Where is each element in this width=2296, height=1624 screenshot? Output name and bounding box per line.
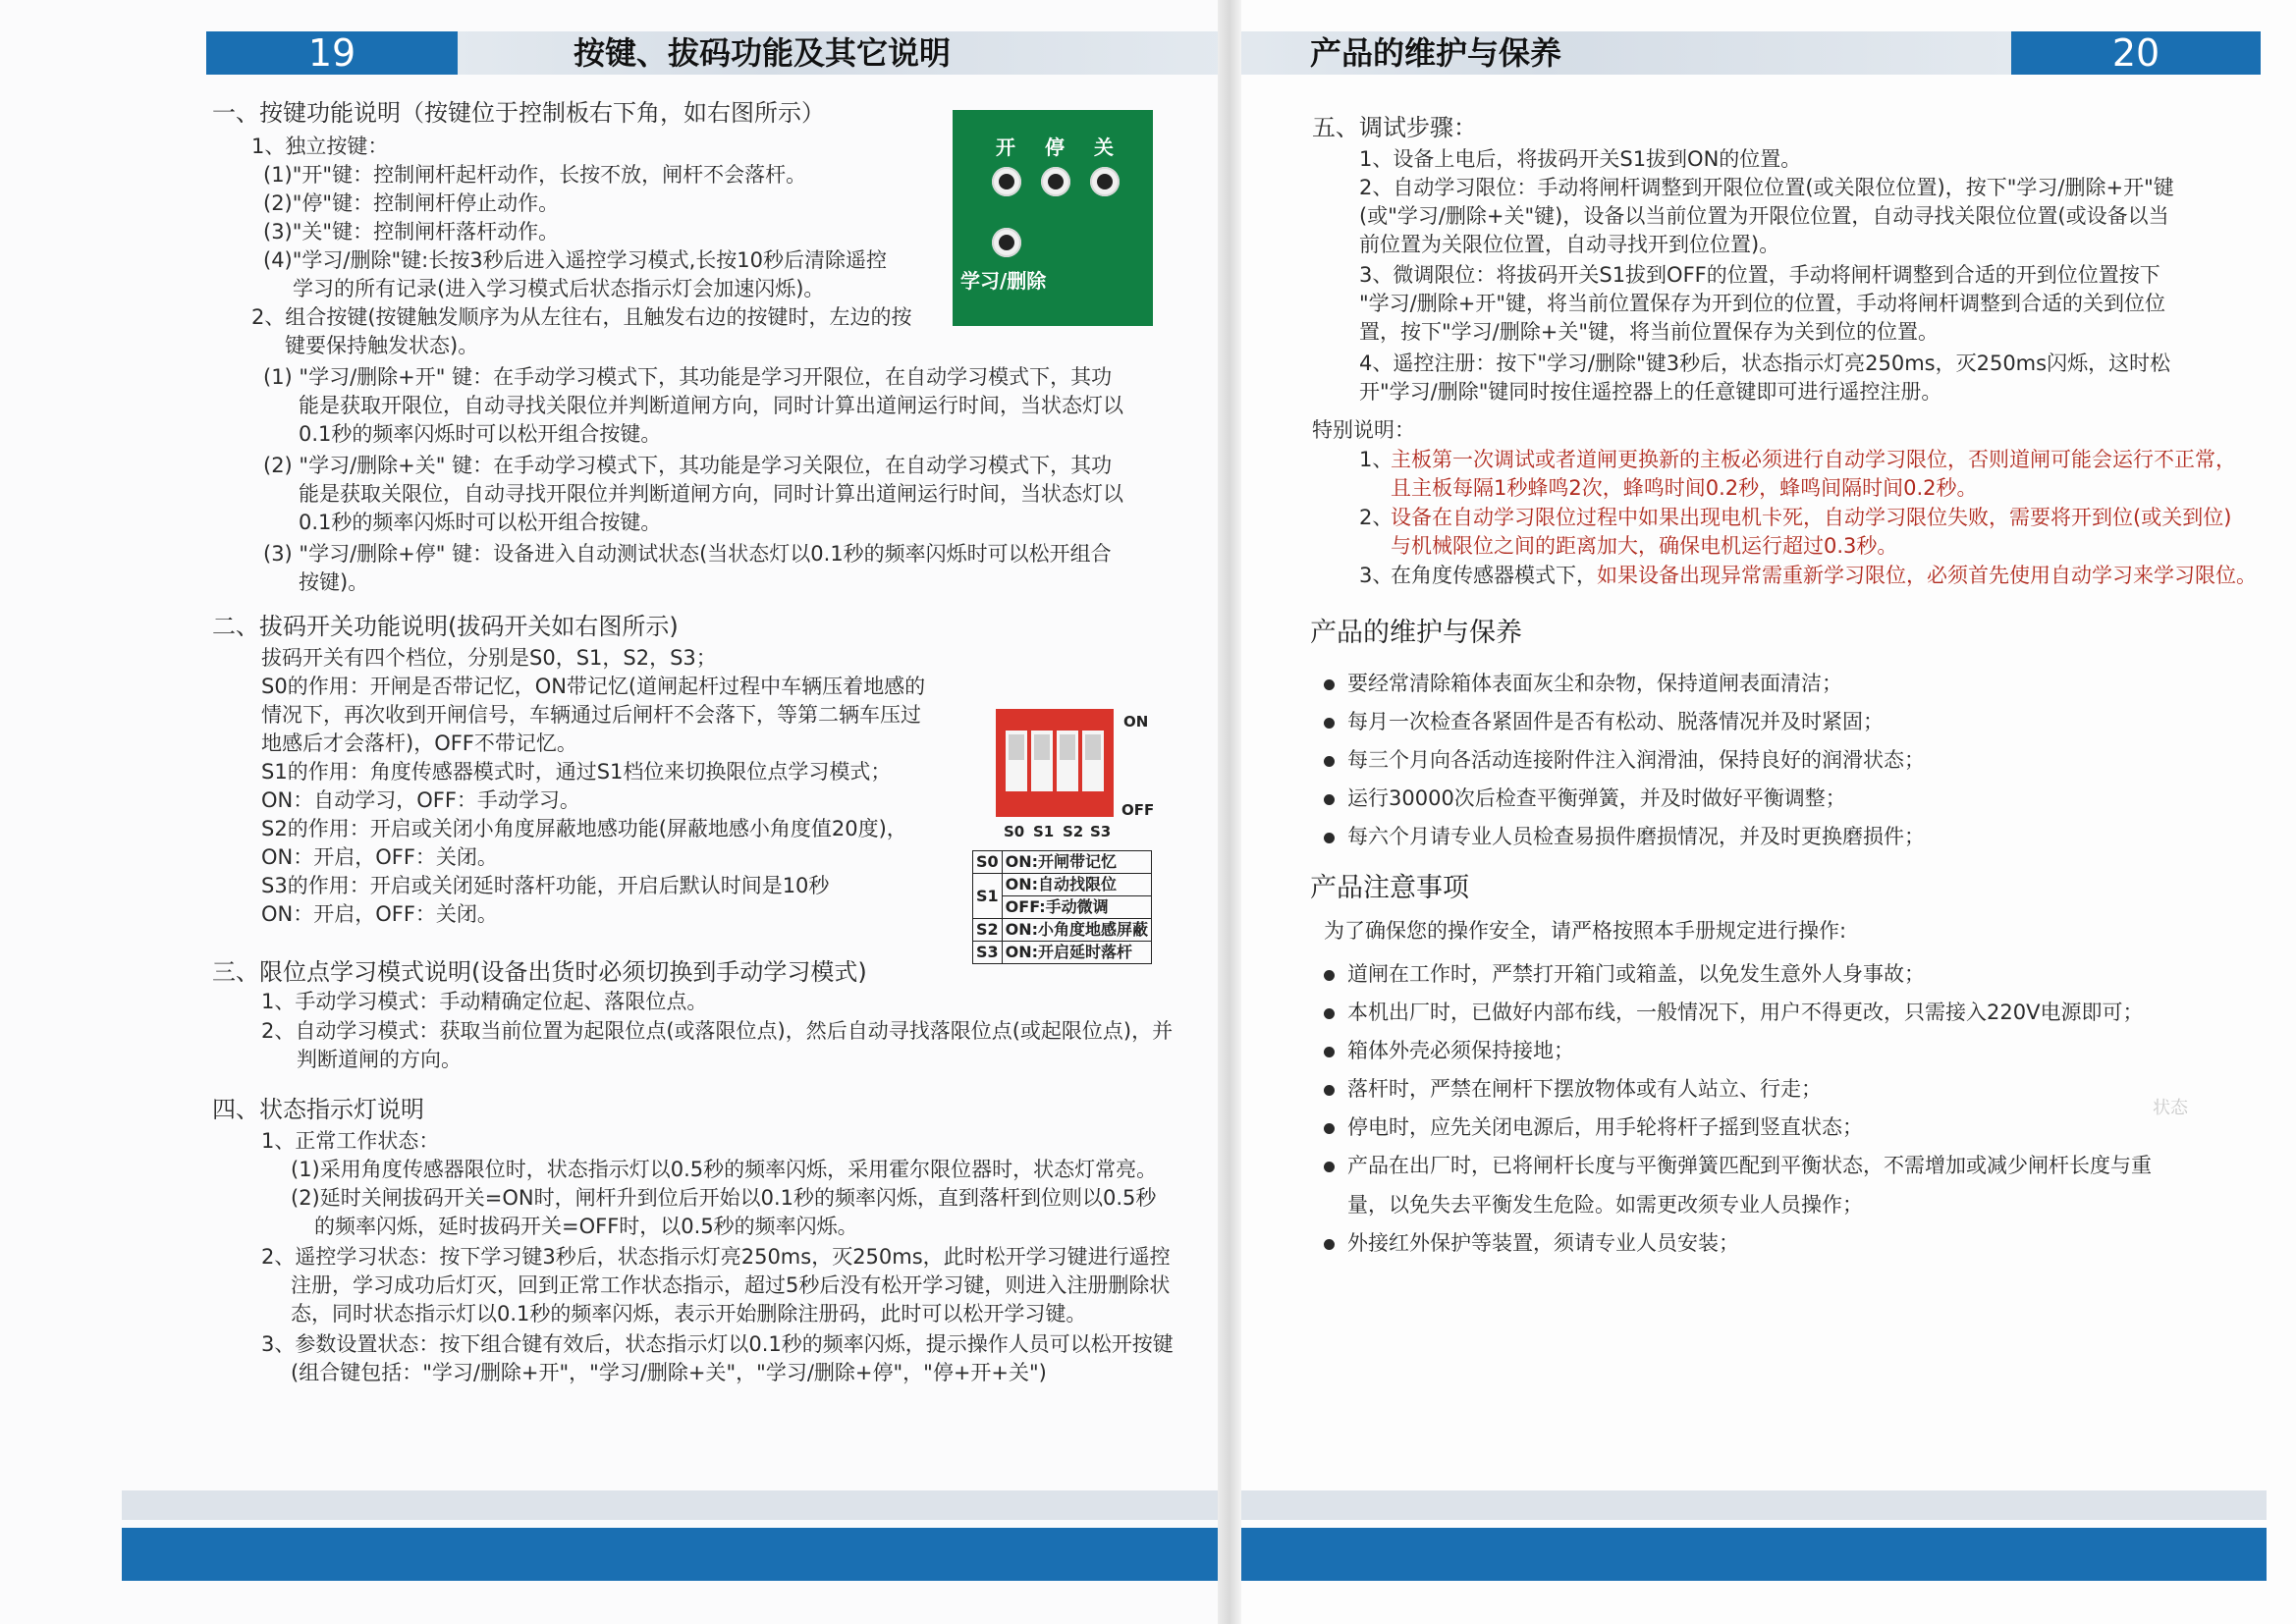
section-heading: 一、按键功能说明（按键位于控制板右下角，如右图所示） — [212, 99, 825, 127]
text-line: 3、参数设置状态：按下组合键有效后，状态指示灯以0.1秒的频率闪烁，提示操作人员可以松开按键 — [261, 1332, 1174, 1356]
list-item: 要经常清除箱体表面灰尘和杂物，保持道闸表面清洁； — [1347, 672, 1842, 695]
dip-on-label: ON — [1123, 713, 1149, 731]
text-line: (2) "学习/删除+关" 键：在手动学习模式下，其功能是学习关限位，在自动学习模式下，其功 — [263, 454, 1113, 477]
text-line: 前位置为关限位位置，自动寻找开到位位置)。 — [1359, 233, 1780, 256]
text-line: 2、自动学习限位：手动将闸杆调整到开限位位置(或关限位位置)，按下"学习/删除+开"键 — [1359, 176, 2174, 199]
footer-band — [1230, 1490, 2267, 1520]
note-number: 2、 — [1359, 506, 1394, 529]
text-line: (2)延时关闸拔码开关=ON时，闸杆升到位后开始以0.1秒的频率闪烁，直到落杆到位则以0.5秒 — [291, 1186, 1157, 1210]
dip-s0-label: S0 — [1004, 823, 1025, 840]
page-number: 19 — [206, 31, 458, 75]
section-heading: 二、拔码开关功能说明(拔码开关如右图所示) — [212, 613, 679, 640]
text-line: 能是获取关限位，自动寻找开限位并判断道闸方向，同时计算出道闸运行时间，当状态灯以 — [299, 482, 1123, 506]
list-item: 本机出厂时，已做好内部布线，一般情况下，用户不得更改，只需接入220V电源即可； — [1347, 1001, 2144, 1024]
list-item: 外接红外保护等装置，须请专业人员安装； — [1347, 1231, 1739, 1255]
list-item: 每三个月向各活动连接附件注入润滑油，保持良好的润滑状态； — [1347, 748, 1925, 772]
table-row — [973, 919, 1152, 942]
text-line: 3、微调限位：将拔码开关S1拔到OFF的位置，手动将闸杆调整到合适的开到位位置按下 — [1359, 263, 2160, 287]
note-number: 3、 — [1359, 564, 1394, 587]
switch-function-table — [972, 850, 1152, 964]
bullet-icon — [1324, 1123, 1335, 1134]
bullet-icon — [1324, 970, 1335, 981]
list-item: 停电时，应先关闭电源后，用手轮将杆子摇到竖直状态； — [1347, 1115, 1863, 1139]
text-line: 拔码开关有四个档位，分别是S0，S1，S2，S3； — [261, 646, 717, 670]
table-row — [973, 874, 1152, 896]
text-line: 2、自动学习模式：获取当前位置为起限位点(或落限位点)，然后自动寻找落限位点(或起限位点)，并 — [261, 1019, 1174, 1043]
page-title: 按键、拔码功能及其它说明 — [574, 34, 952, 72]
bullet-icon — [1324, 1239, 1335, 1250]
text-line: 开"学习/删除"键同时按住遥控器上的任意键即可进行遥控注册。 — [1359, 380, 1942, 404]
intro-text: 为了确保您的操作安全，请严格按照本手册规定进行操作: — [1324, 919, 1847, 943]
list-item: 箱体外壳必须保持接地； — [1347, 1039, 1574, 1062]
dip-switch-s2 — [1057, 731, 1078, 791]
text-line: ON：开启，OFF：关闭。 — [261, 902, 498, 926]
text-line: 2、组合按键(按键触发顺序为从左往右，且触发右边的按键时，左边的按 — [251, 305, 912, 329]
bullet-icon — [1324, 1085, 1335, 1096]
subheading: 1、独立按键： — [251, 135, 389, 158]
table-cell: S1 — [973, 874, 1003, 919]
text-line: 4、遥控注册：按下"学习/删除"键3秒后，状态指示灯亮250ms，灭250ms闪烁，这时松 — [1359, 352, 2171, 375]
open-key-icon — [992, 167, 1021, 196]
text-line: (组合键包括："学习/删除+开"，"学习/删除+关"，"学习/删除+停"，"停+开+关") — [291, 1361, 1047, 1384]
list-item: 落杆时，严禁在闸杆下摆放物体或有人站立、行走； — [1347, 1077, 1822, 1101]
bullet-icon — [1324, 1162, 1335, 1172]
learn-key-label: 学习/删除 — [960, 269, 1047, 293]
text-line: 1、手动学习模式：手动精确定位起、落限位点。 — [261, 990, 708, 1013]
footer-band — [122, 1490, 1228, 1520]
warning-text: 如果设备出现异常需重新学习限位，必须首先使用自动学习来学习限位。 — [1597, 564, 2257, 587]
warning-text: 与机械限位之间的距离加大，确保电机运行超过0.3秒。 — [1391, 534, 1898, 558]
text-line: 置，按下"学习/删除+关"键，将当前位置保存为关到位的位置。 — [1359, 320, 1939, 344]
text-line: (1)"开"键：控制闸杆起杆动作，长按不放，闸杆不会落杆。 — [263, 163, 807, 187]
text-line: 0.1秒的频率闪烁时可以松开组合按键。 — [299, 511, 662, 534]
dip-switch-s1 — [1031, 731, 1053, 791]
section-heading: 三、限位点学习模式说明(设备出货时必须切换到手动学习模式) — [212, 958, 867, 986]
table-cell: S0 — [973, 851, 1003, 874]
learn-key-icon — [992, 228, 1021, 257]
table-cell: OFF:手动微调 — [1002, 896, 1151, 919]
section-heading: 产品注意事项 — [1310, 873, 1469, 903]
text-line: 情况下，再次收到开闸信号，车辆通过后闸杆不会落下，等第二辆车压过 — [261, 703, 921, 727]
button-panel-illustration — [953, 110, 1153, 326]
dip-switch-illustration — [996, 709, 1114, 817]
text-line: 学习的所有记录(进入学习模式后状态指示灯会加速闪烁)。 — [293, 277, 825, 300]
section-heading: 产品的维护与保养 — [1310, 618, 1522, 648]
margin-mark: 状态 — [2153, 1098, 2188, 1118]
special-note-heading: 特别说明： — [1312, 418, 1415, 442]
bullet-icon — [1324, 1047, 1335, 1057]
table-cell: S3 — [973, 942, 1003, 964]
text-line: (3) "学习/删除+停" 键：设备进入自动测试状态(当状态灯以0.1秒的频率闪烁时可以松开组合 — [263, 542, 1112, 566]
book-spine — [1218, 0, 1241, 1624]
bullet-icon — [1324, 718, 1335, 729]
stop-key-icon — [1041, 167, 1070, 196]
text-line: (或"学习/删除+关"键)，设备以当前位置为开限位位置，自动寻找关限位位置(或设备以当 — [1359, 204, 2169, 228]
table-cell: ON:自动找限位 — [1002, 874, 1151, 896]
list-item: 产品在出厂时，已将闸杆长度与平衡弹簧匹配到平衡状态，不需增加或减少闸杆长度与重 — [1347, 1154, 2152, 1177]
list-item: 运行30000次后检查平衡弹簧，并及时做好平衡调整； — [1347, 786, 1846, 810]
table-row — [973, 942, 1152, 964]
table-cell: S2 — [973, 919, 1003, 942]
bullet-icon — [1324, 679, 1335, 690]
note-number: 1、 — [1359, 448, 1394, 471]
text-line: 键要保持触发状态)。 — [285, 334, 479, 357]
text-line: 能是获取开限位，自动寻找关限位并判断道闸方向，同时计算出道闸运行时间，当状态灯以 — [299, 394, 1123, 417]
dip-off-label: OFF — [1121, 801, 1155, 819]
bullet-icon — [1324, 1008, 1335, 1019]
footer-bar — [122, 1528, 1228, 1581]
close-key-label: 关 — [1094, 135, 1114, 159]
warning-text: 设备在自动学习限位过程中如果出现电机卡死，自动学习限位失败，需要将开到位(或关到位) — [1391, 506, 2232, 529]
text-line: 按键)。 — [299, 570, 369, 594]
table-cell: ON:小角度地感屏蔽 — [1002, 919, 1151, 942]
text-line: ON：自动学习，OFF：手动学习。 — [261, 788, 580, 812]
right-page — [1230, 0, 2296, 1624]
text-line: 判断道闸的方向。 — [297, 1048, 462, 1071]
page-number: 20 — [2011, 31, 2261, 75]
text-line: 的频率闪烁，延时拔码开关=OFF时，以0.5秒的频率闪烁。 — [314, 1215, 858, 1238]
text-line: (2)"停"键：控制闸杆停止动作。 — [263, 191, 560, 215]
text-line: 2、遥控学习状态：按下学习键3秒后，状态指示灯亮250ms，灭250ms，此时松开学习键进行遥控 — [261, 1245, 1171, 1269]
stop-key-label: 停 — [1045, 135, 1065, 159]
section-heading: 五、调试步骤： — [1312, 114, 1477, 141]
text-line: "学习/删除+开"键，将当前位置保存为开到位的位置，手动将闸杆调整到合适的关到位位 — [1359, 292, 2165, 315]
text-line: 0.1秒的频率闪烁时可以松开组合按键。 — [299, 422, 662, 446]
bullet-icon — [1324, 794, 1335, 805]
text-line: 注册，学习成功后灯灭，回到正常工作状态指示，超过5秒后没有松开学习键，则进入注册删除状 — [291, 1273, 1171, 1297]
list-item: 每月一次检查各紧固件是否有松动、脱落情况并及时紧固； — [1347, 710, 1884, 733]
dip-s3-label: S3 — [1090, 823, 1112, 840]
bullet-icon — [1324, 756, 1335, 767]
text-line: 态，同时状态指示灯以0.1秒的频率闪烁，表示开始删除注册码，此时可以松开学习键。 — [291, 1302, 1087, 1326]
list-item: 每六个月请专业人员检查易损件磨损情况，并及时更换磨损件； — [1347, 825, 1925, 848]
note-text: 在角度传感器模式下， — [1391, 564, 1597, 587]
dip-switch-s3 — [1082, 731, 1104, 791]
text-line: 1、设备上电后，将拔码开关S1拔到ON的位置。 — [1359, 147, 1802, 171]
table-cell: ON:开闸带记忆 — [1002, 851, 1151, 874]
section-heading: 四、状态指示灯说明 — [212, 1096, 424, 1123]
open-key-label: 开 — [996, 135, 1015, 159]
bullet-icon — [1324, 833, 1335, 843]
table-row — [973, 851, 1152, 874]
page-title: 产品的维护与保养 — [1310, 34, 1562, 72]
text-line: (1)采用角度传感器限位时，状态指示灯以0.5秒的频率闪烁，采用霍尔限位器时，状态灯常亮。 — [291, 1158, 1158, 1181]
close-key-icon — [1090, 167, 1120, 196]
text-line: 1、正常工作状态： — [261, 1129, 440, 1153]
text-line: S3的作用：开启或关闭延时落杆功能，开启后默认时间是10秒 — [261, 874, 830, 897]
text-line: 地感后才会落杆)，OFF不带记忆。 — [261, 731, 577, 755]
warning-text: 主板第一次调试或者道闸更换新的主板必须进行自动学习限位，否则道闸可能会运行不正常， — [1391, 448, 2236, 471]
warning-text: 且主板每隔1秒蜂鸣2次，蜂鸣时间0.2秒，蜂鸣间隔时间0.2秒。 — [1391, 476, 1978, 500]
text-line: ON：开启，OFF：关闭。 — [261, 845, 498, 869]
text-line: S2的作用：开启或关闭小角度屏蔽地感功能(屏蔽地感小角度值20度)， — [261, 817, 907, 840]
text-line: S1的作用：角度传感器模式时，通过S1档位来切换限位点学习模式； — [261, 760, 892, 784]
list-item-continuation: 量，以免失去平衡发生危险。如需更改须专业人员操作； — [1347, 1193, 1863, 1217]
list-item: 道闸在工作时，严禁打开箱门或箱盖，以免发生意外人身事故； — [1347, 962, 1925, 986]
footer-bar — [1230, 1528, 2267, 1581]
dip-s2-label: S2 — [1063, 823, 1084, 840]
text-line: S0的作用：开闸是否带记忆，ON带记忆(道闸起杆过程中车辆压着地感的 — [261, 675, 926, 698]
text-line: (4)"学习/删除"键:长按3秒后进入遥控学习模式,长按10秒后清除遥控 — [263, 248, 887, 272]
dip-switch-s0 — [1006, 731, 1027, 791]
table-cell: ON:开启延时落杆 — [1002, 942, 1151, 964]
text-line: (1) "学习/删除+开" 键：在手动学习模式下，其功能是学习开限位，在自动学习模式下，其功 — [263, 365, 1113, 389]
text-line: (3)"关"键：控制闸杆落杆动作。 — [263, 220, 560, 244]
dip-s1-label: S1 — [1033, 823, 1055, 840]
